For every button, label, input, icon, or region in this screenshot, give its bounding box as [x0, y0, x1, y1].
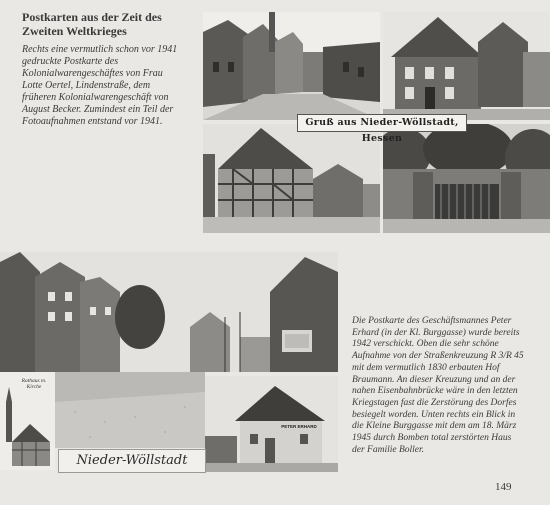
postcard-bottom-banner: Nieder-Wöllstadt — [58, 449, 206, 473]
photo-gabled-house — [383, 12, 550, 120]
photo-gate-wall — [383, 124, 550, 233]
page-number: 149 — [495, 481, 512, 493]
postcard-top-banner: Gruß aus Nieder-Wöllstadt, Hessen — [297, 114, 467, 132]
caption-right: Die Postkarte des Geschäftsmannes Peter Erhard (in der Kl. Burggasse) wurde bereits 1942 verschickt. Oben die sehr schöne Aufnahme von der Straßenkreuzung R 3/R 45 mit dem vermutlich 1830 erbauten Hof Braumann. An dieser Kreuzung und an der nahen Eisenbahnbrücke wäre in den letzten Kriegstagen fast die Zerstörung des Dorfes besiegelt worden. Unten rechts ein Blick in die Kleine Burggasse mit dem am 18. März 1945 durch Bomben total zerstörten Haus der Familie Boller. — [352, 316, 524, 455]
caption-top: Rechts eine vermutlich schon vor 1941 gedruckte Postkarte des Kolonialwarengeschäftes von Frau Lotte Oertel, Lindenstraße, dem früheren Kolonialwarengeschäft von August Becker. Zumindest ein Teil der Fotoaufnahmen entstand vor 1941. — [22, 44, 178, 127]
photo-burggasse-shop — [205, 376, 338, 472]
inset-label: Rathaus m. Kirche — [21, 378, 47, 390]
page-heading: Postkarten aus der Zeit des Zweiten Weltkrieges — [22, 10, 162, 38]
photo-street-foreground — [55, 372, 205, 448]
shop-sign: PETER ERHARD — [281, 424, 317, 429]
photo-crossroads — [0, 252, 338, 372]
photo-street-church — [203, 12, 380, 120]
photo-timber-frame-house — [203, 124, 380, 233]
